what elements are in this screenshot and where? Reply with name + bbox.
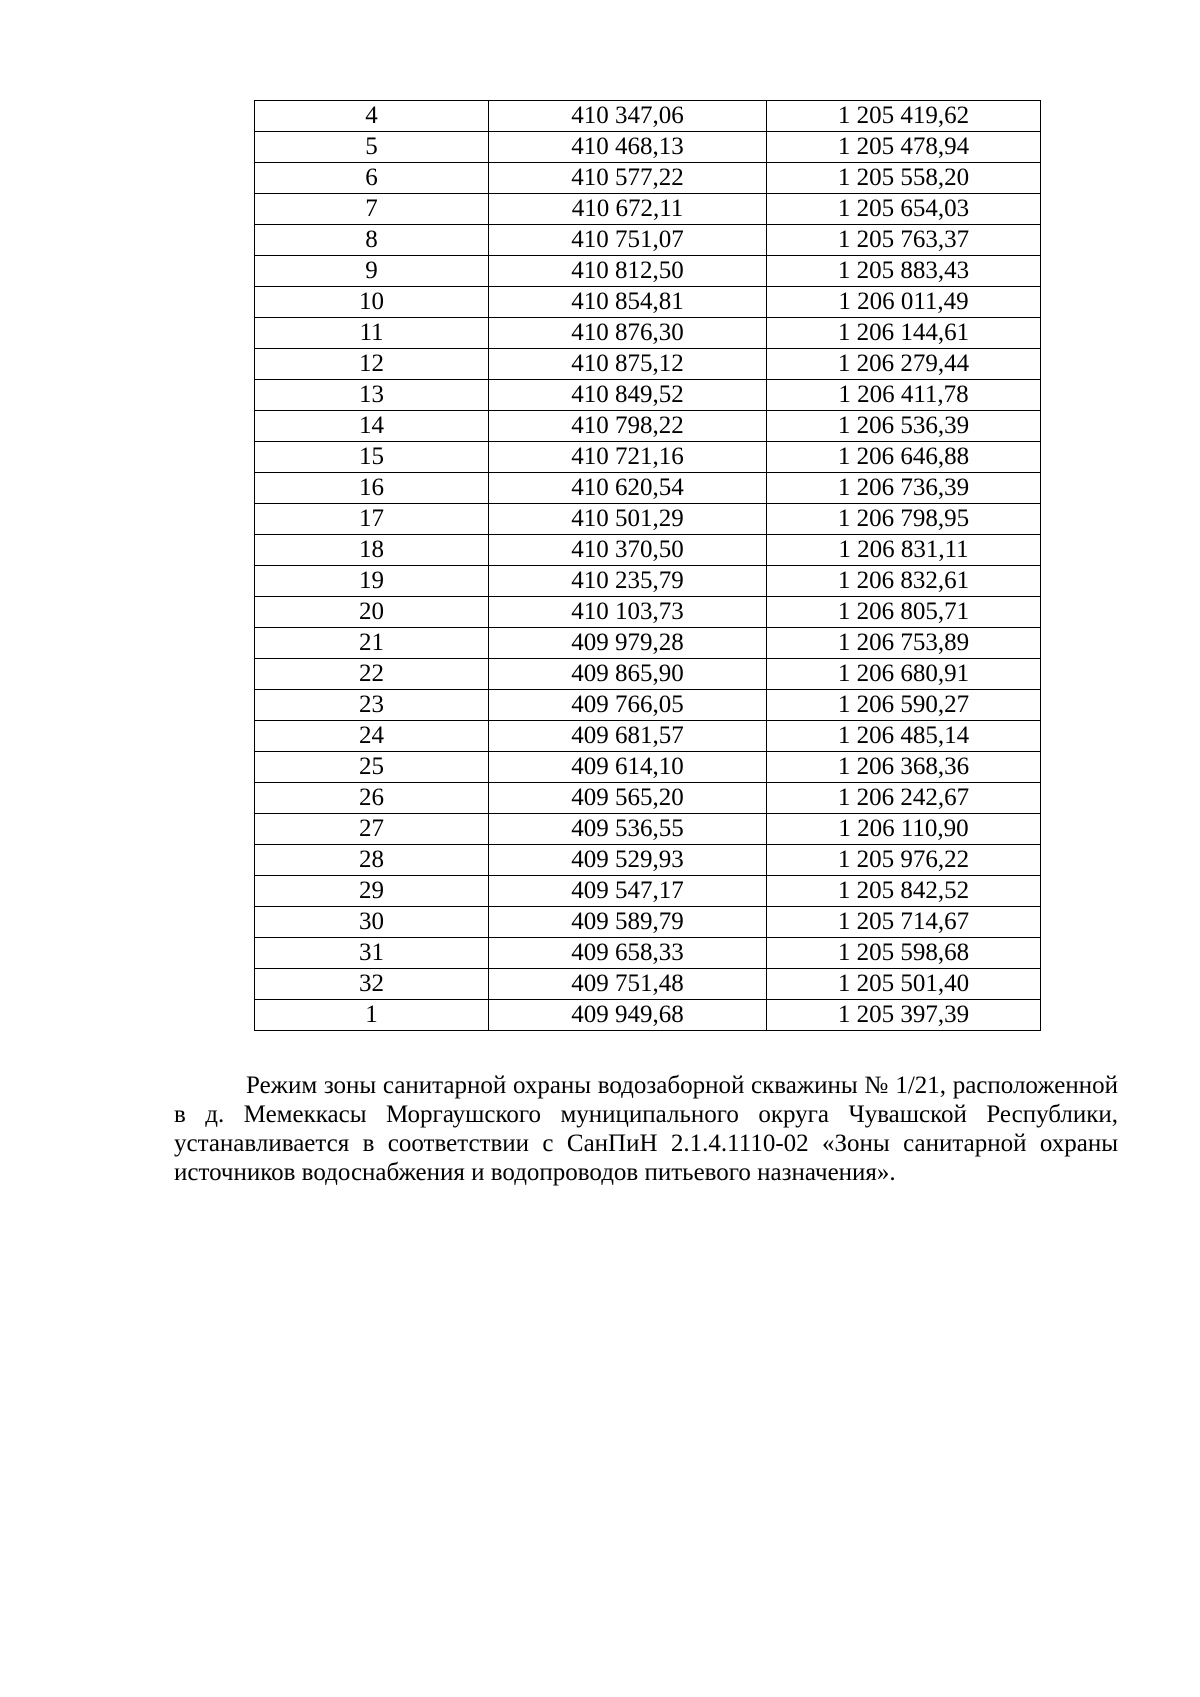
y-coordinate-cell: 1 205 714,67 [767, 907, 1041, 938]
table-row [255, 721, 1041, 752]
point-number-cell: 7 [255, 194, 489, 225]
point-number-cell: 26 [255, 783, 489, 814]
y-coordinate-cell: 1 205 501,40 [767, 969, 1041, 1000]
x-coordinate-cell: 409 949,68 [489, 1000, 767, 1031]
point-number-cell: 23 [255, 690, 489, 721]
x-coordinate-cell: 409 865,90 [489, 659, 767, 690]
point-number-cell: 10 [255, 287, 489, 318]
point-number-cell: 29 [255, 876, 489, 907]
point-number-cell: 25 [255, 752, 489, 783]
x-coordinate-cell: 410 577,22 [489, 163, 767, 194]
table-row [255, 504, 1041, 535]
y-coordinate-cell: 1 206 798,95 [767, 504, 1041, 535]
table-row [255, 628, 1041, 659]
table-row [255, 907, 1041, 938]
table-row [255, 814, 1041, 845]
x-coordinate-cell: 410 672,11 [489, 194, 767, 225]
point-number-cell: 6 [255, 163, 489, 194]
point-number-cell: 14 [255, 411, 489, 442]
y-coordinate-cell: 1 205 763,37 [767, 225, 1041, 256]
y-coordinate-cell: 1 205 654,03 [767, 194, 1041, 225]
x-coordinate-cell: 410 347,06 [489, 101, 767, 132]
table-row [255, 659, 1041, 690]
x-coordinate-cell: 410 812,50 [489, 256, 767, 287]
table-row [255, 132, 1041, 163]
point-number-cell: 1 [255, 1000, 489, 1031]
y-coordinate-cell: 1 206 011,49 [767, 287, 1041, 318]
table-row [255, 194, 1041, 225]
x-coordinate-cell: 410 849,52 [489, 380, 767, 411]
x-coordinate-cell: 409 529,93 [489, 845, 767, 876]
y-coordinate-cell: 1 206 646,88 [767, 442, 1041, 473]
table-row [255, 690, 1041, 721]
x-coordinate-cell: 410 468,13 [489, 132, 767, 163]
x-coordinate-cell: 409 614,10 [489, 752, 767, 783]
coordinates-table [254, 100, 1041, 1031]
y-coordinate-cell: 1 206 680,91 [767, 659, 1041, 690]
x-coordinate-cell: 409 547,17 [489, 876, 767, 907]
y-coordinate-cell: 1 206 832,61 [767, 566, 1041, 597]
x-coordinate-cell: 410 798,22 [489, 411, 767, 442]
point-number-cell: 32 [255, 969, 489, 1000]
table-row [255, 845, 1041, 876]
point-number-cell: 21 [255, 628, 489, 659]
point-number-cell: 18 [255, 535, 489, 566]
point-number-cell: 11 [255, 318, 489, 349]
y-coordinate-cell: 1 206 242,67 [767, 783, 1041, 814]
y-coordinate-cell: 1 205 976,22 [767, 845, 1041, 876]
y-coordinate-cell: 1 206 279,44 [767, 349, 1041, 380]
point-number-cell: 16 [255, 473, 489, 504]
x-coordinate-cell: 410 721,16 [489, 442, 767, 473]
point-number-cell: 8 [255, 225, 489, 256]
x-coordinate-cell: 410 875,12 [489, 349, 767, 380]
y-coordinate-cell: 1 205 397,39 [767, 1000, 1041, 1031]
table-row [255, 783, 1041, 814]
table-row [255, 101, 1041, 132]
table-row [255, 969, 1041, 1000]
table-row [255, 225, 1041, 256]
table-row [255, 256, 1041, 287]
point-number-cell: 20 [255, 597, 489, 628]
y-coordinate-cell: 1 206 368,36 [767, 752, 1041, 783]
point-number-cell: 15 [255, 442, 489, 473]
coordinates-table-body [255, 101, 1041, 1031]
y-coordinate-cell: 1 205 842,52 [767, 876, 1041, 907]
x-coordinate-cell: 410 103,73 [489, 597, 767, 628]
point-number-cell: 4 [255, 101, 489, 132]
y-coordinate-cell: 1 206 736,39 [767, 473, 1041, 504]
x-coordinate-cell: 409 536,55 [489, 814, 767, 845]
y-coordinate-cell: 1 206 485,14 [767, 721, 1041, 752]
point-number-cell: 27 [255, 814, 489, 845]
table-row [255, 938, 1041, 969]
x-coordinate-cell: 410 501,29 [489, 504, 767, 535]
x-coordinate-cell: 409 751,48 [489, 969, 767, 1000]
table-row [255, 318, 1041, 349]
y-coordinate-cell: 1 205 598,68 [767, 938, 1041, 969]
table-row [255, 349, 1041, 380]
x-coordinate-cell: 410 751,07 [489, 225, 767, 256]
point-number-cell: 24 [255, 721, 489, 752]
table-row [255, 442, 1041, 473]
y-coordinate-cell: 1 206 805,71 [767, 597, 1041, 628]
y-coordinate-cell: 1 205 478,94 [767, 132, 1041, 163]
x-coordinate-cell: 409 658,33 [489, 938, 767, 969]
point-number-cell: 28 [255, 845, 489, 876]
x-coordinate-cell: 409 766,05 [489, 690, 767, 721]
table-row [255, 380, 1041, 411]
x-coordinate-cell: 409 681,57 [489, 721, 767, 752]
y-coordinate-cell: 1 205 419,62 [767, 101, 1041, 132]
table-row [255, 876, 1041, 907]
table-row [255, 752, 1041, 783]
x-coordinate-cell: 410 370,50 [489, 535, 767, 566]
x-coordinate-cell: 410 235,79 [489, 566, 767, 597]
point-number-cell: 13 [255, 380, 489, 411]
point-number-cell: 9 [255, 256, 489, 287]
y-coordinate-cell: 1 206 536,39 [767, 411, 1041, 442]
x-coordinate-cell: 409 565,20 [489, 783, 767, 814]
table-row [255, 566, 1041, 597]
point-number-cell: 5 [255, 132, 489, 163]
point-number-cell: 30 [255, 907, 489, 938]
y-coordinate-cell: 1 206 144,61 [767, 318, 1041, 349]
sanitary-zone-paragraph: Режим зоны санитарной охраны водозаборной скважины № 1/21, расположенной в д. Мемеккасы Моргаушского муниципального округа Чувашской Республики, устанавливается в соответствии с СанПиН 2.1.4.1110-02 «Зоны санитарной охраны источников водоснабжения и водопроводов питьевого назначения». [174, 1072, 1118, 1186]
point-number-cell: 17 [255, 504, 489, 535]
table-row [255, 163, 1041, 194]
table-row [255, 1000, 1041, 1031]
point-number-cell: 31 [255, 938, 489, 969]
x-coordinate-cell: 410 876,30 [489, 318, 767, 349]
table-row [255, 535, 1041, 566]
point-number-cell: 19 [255, 566, 489, 597]
table-row [255, 411, 1041, 442]
point-number-cell: 12 [255, 349, 489, 380]
point-number-cell: 22 [255, 659, 489, 690]
table-row [255, 597, 1041, 628]
y-coordinate-cell: 1 206 753,89 [767, 628, 1041, 659]
y-coordinate-cell: 1 206 831,11 [767, 535, 1041, 566]
table-row [255, 473, 1041, 504]
y-coordinate-cell: 1 206 110,90 [767, 814, 1041, 845]
x-coordinate-cell: 409 589,79 [489, 907, 767, 938]
y-coordinate-cell: 1 205 883,43 [767, 256, 1041, 287]
table-row [255, 287, 1041, 318]
x-coordinate-cell: 410 620,54 [489, 473, 767, 504]
y-coordinate-cell: 1 205 558,20 [767, 163, 1041, 194]
x-coordinate-cell: 410 854,81 [489, 287, 767, 318]
y-coordinate-cell: 1 206 590,27 [767, 690, 1041, 721]
x-coordinate-cell: 409 979,28 [489, 628, 767, 659]
y-coordinate-cell: 1 206 411,78 [767, 380, 1041, 411]
